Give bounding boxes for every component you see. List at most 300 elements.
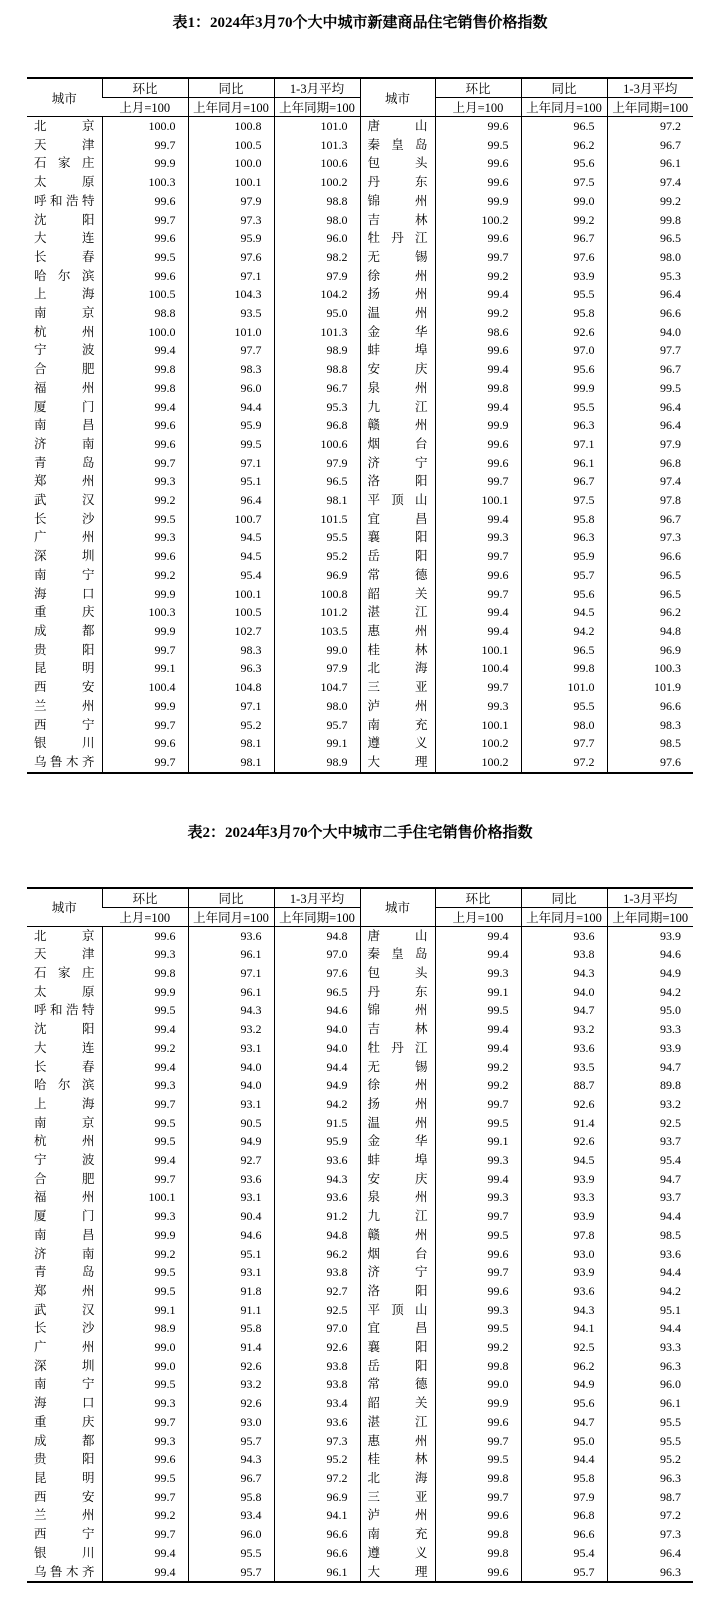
header-yoy-base: 上年同月=100 — [521, 98, 607, 117]
city-cell: 武汉 — [34, 493, 95, 508]
value-cell: 93.3 — [607, 1338, 693, 1357]
value-cell: 99.4 — [435, 398, 521, 417]
city-cell: 哈尔滨 — [34, 1078, 95, 1093]
value-cell: 104.7 — [274, 678, 360, 697]
value-cell: 96.4 — [188, 491, 274, 510]
value-cell: 90.4 — [188, 1207, 274, 1226]
value-cell: 99.4 — [435, 510, 521, 529]
value-cell: 99.0 — [274, 641, 360, 660]
city-cell: 海口 — [34, 1396, 95, 1411]
value-cell: 93.2 — [521, 1020, 607, 1039]
value-cell: 96.0 — [274, 229, 360, 248]
value-cell: 95.6 — [521, 585, 607, 604]
city-cell: 北海 — [360, 659, 435, 678]
value-cell: 95.0 — [274, 304, 360, 323]
city-cell: 济南 — [34, 436, 95, 451]
city-cell: 泸州 — [360, 1506, 435, 1525]
header-avg-base: 上年同期=100 — [607, 907, 693, 926]
value-cell: 99.0 — [102, 1338, 188, 1357]
value-cell: 94.7 — [521, 1413, 607, 1432]
value-cell: 97.0 — [274, 945, 360, 964]
value-cell: 94.0 — [607, 323, 693, 342]
value-cell: 92.6 — [521, 1095, 607, 1114]
city-cell: 锦州 — [360, 1001, 435, 1020]
city-cell: 唐山 — [360, 117, 435, 136]
value-cell: 94.5 — [521, 603, 607, 622]
value-cell: 94.0 — [188, 1058, 274, 1077]
value-cell: 98.3 — [188, 641, 274, 660]
value-cell: 98.6 — [435, 323, 521, 342]
city-cell: 蚌埠 — [360, 341, 435, 360]
value-cell: 96.5 — [607, 585, 693, 604]
value-cell: 93.9 — [607, 926, 693, 945]
city-cell: 常德 — [360, 1375, 435, 1394]
city-cell: 长春 — [34, 1059, 95, 1074]
city-cell: 洛阳 — [360, 472, 435, 491]
value-cell: 99.7 — [435, 585, 521, 604]
value-cell: 97.7 — [188, 341, 274, 360]
value-cell: 99.5 — [102, 1132, 188, 1151]
city-cell: 洛阳 — [360, 1282, 435, 1301]
value-cell: 99.3 — [102, 528, 188, 547]
city-cell: 广州 — [34, 1340, 95, 1355]
value-cell: 99.5 — [435, 136, 521, 155]
header-yoy: 同比 — [521, 888, 607, 908]
table-row — [27, 945, 693, 964]
value-cell: 91.5 — [274, 1114, 360, 1133]
table-row — [27, 304, 693, 323]
table-row — [27, 622, 693, 641]
city-cell: 南昌 — [34, 418, 95, 433]
value-cell: 89.8 — [607, 1076, 693, 1095]
city-cell: 银川 — [34, 736, 95, 751]
value-cell: 99.7 — [435, 1488, 521, 1507]
value-cell: 99.5 — [102, 248, 188, 267]
value-cell: 94.9 — [274, 1076, 360, 1095]
value-cell: 99.7 — [435, 472, 521, 491]
value-cell: 93.5 — [521, 1058, 607, 1077]
value-cell: 99.6 — [102, 547, 188, 566]
city-cell: 温州 — [360, 304, 435, 323]
city-cell: 济南 — [34, 1246, 95, 1261]
header-yoy: 同比 — [188, 888, 274, 908]
value-cell: 96.5 — [274, 472, 360, 491]
value-cell: 93.9 — [521, 1207, 607, 1226]
value-cell: 96.2 — [521, 136, 607, 155]
value-cell: 99.7 — [435, 547, 521, 566]
table1-body — [27, 117, 693, 773]
value-cell: 95.8 — [521, 510, 607, 529]
value-cell: 99.2 — [607, 192, 693, 211]
table-row — [27, 248, 693, 267]
value-cell: 93.6 — [274, 1151, 360, 1170]
value-cell: 97.7 — [521, 734, 607, 753]
value-cell: 97.4 — [607, 173, 693, 192]
city-cell: 沈阳 — [34, 212, 95, 227]
city-cell: 西安 — [34, 1489, 95, 1504]
table-row — [27, 528, 693, 547]
value-cell: 99.5 — [102, 1469, 188, 1488]
value-cell: 92.6 — [188, 1357, 274, 1376]
city-cell: 徐州 — [360, 1076, 435, 1095]
header-mom-base: 上月=100 — [102, 907, 188, 926]
value-cell: 96.2 — [274, 1245, 360, 1264]
value-cell: 99.3 — [102, 1076, 188, 1095]
value-cell: 94.9 — [607, 964, 693, 983]
table2-secondhand-housing-price-index — [27, 887, 693, 1584]
value-cell: 93.7 — [607, 1132, 693, 1151]
value-cell: 96.7 — [521, 472, 607, 491]
value-cell: 99.6 — [435, 435, 521, 454]
value-cell: 99.6 — [102, 267, 188, 286]
value-cell: 99.7 — [102, 1488, 188, 1507]
table-row — [27, 323, 693, 342]
value-cell: 96.3 — [521, 416, 607, 435]
city-cell: 呼和浩特 — [34, 1003, 95, 1018]
value-cell: 99.4 — [435, 285, 521, 304]
city-cell: 韶关 — [360, 585, 435, 604]
value-cell: 96.9 — [607, 641, 693, 660]
table-row — [27, 1506, 693, 1525]
value-cell: 99.4 — [102, 1058, 188, 1077]
value-cell: 93.8 — [521, 945, 607, 964]
value-cell: 95.5 — [188, 1544, 274, 1563]
value-cell: 102.7 — [188, 622, 274, 641]
city-cell: 长春 — [34, 249, 95, 264]
value-cell: 93.6 — [188, 1170, 274, 1189]
value-cell: 94.3 — [521, 1301, 607, 1320]
value-cell: 99.7 — [102, 1170, 188, 1189]
value-cell: 91.1 — [188, 1301, 274, 1320]
table-row — [27, 472, 693, 491]
value-cell: 93.4 — [274, 1394, 360, 1413]
value-cell: 94.4 — [274, 1058, 360, 1077]
city-cell: 赣州 — [360, 1226, 435, 1245]
city-cell: 杭州 — [34, 324, 95, 339]
value-cell: 99.5 — [102, 1263, 188, 1282]
value-cell: 97.5 — [521, 491, 607, 510]
value-cell: 99.4 — [435, 360, 521, 379]
value-cell: 96.3 — [607, 1563, 693, 1583]
value-cell: 99.6 — [435, 341, 521, 360]
city-cell: 深圳 — [34, 549, 95, 564]
city-cell: 大连 — [34, 231, 95, 246]
value-cell: 94.5 — [188, 528, 274, 547]
city-cell: 宜昌 — [360, 1319, 435, 1338]
city-cell: 上海 — [34, 287, 95, 302]
value-cell: 100.4 — [102, 678, 188, 697]
value-cell: 95.1 — [188, 1245, 274, 1264]
value-cell: 99.7 — [102, 211, 188, 230]
value-cell: 96.8 — [521, 1506, 607, 1525]
city-cell: 桂林 — [360, 641, 435, 660]
value-cell: 99.7 — [102, 1525, 188, 1544]
table-row — [27, 1319, 693, 1338]
value-cell: 99.8 — [435, 1525, 521, 1544]
city-cell: 重庆 — [34, 605, 95, 620]
value-cell: 99.5 — [435, 1319, 521, 1338]
value-cell: 95.7 — [521, 566, 607, 585]
city-cell: 重庆 — [34, 1414, 95, 1429]
table-row — [27, 1357, 693, 1376]
table2-title: 表2：2024年3月70个大中城市二手住宅销售价格指数 — [187, 824, 533, 841]
city-cell: 乌鲁木齐 — [34, 1564, 95, 1579]
city-cell: 九江 — [360, 1207, 435, 1226]
header-city: 城市 — [360, 78, 435, 117]
value-cell: 93.2 — [607, 1095, 693, 1114]
value-cell: 99.4 — [102, 1151, 188, 1170]
value-cell: 95.8 — [188, 1488, 274, 1507]
value-cell: 100.7 — [188, 510, 274, 529]
value-cell: 94.3 — [188, 1450, 274, 1469]
value-cell: 101.0 — [274, 117, 360, 136]
value-cell: 96.1 — [188, 983, 274, 1002]
city-cell: 平顶山 — [360, 1301, 435, 1320]
value-cell: 98.7 — [607, 1488, 693, 1507]
value-cell: 95.5 — [521, 285, 607, 304]
city-cell: 石家庄 — [34, 966, 95, 981]
city-cell: 湛江 — [360, 1413, 435, 1432]
value-cell: 92.5 — [607, 1114, 693, 1133]
table-row — [27, 603, 693, 622]
value-cell: 99.9 — [102, 1226, 188, 1245]
city-cell: 唐山 — [360, 926, 435, 945]
city-cell: 三亚 — [360, 678, 435, 697]
table-row — [27, 154, 693, 173]
value-cell: 99.7 — [435, 1095, 521, 1114]
value-cell: 99.8 — [102, 964, 188, 983]
value-cell: 99.4 — [435, 926, 521, 945]
value-cell: 99.6 — [435, 454, 521, 473]
value-cell: 104.3 — [188, 285, 274, 304]
value-cell: 99.3 — [435, 1188, 521, 1207]
value-cell: 92.5 — [274, 1301, 360, 1320]
value-cell: 100.1 — [188, 585, 274, 604]
city-cell: 福州 — [34, 1190, 95, 1205]
value-cell: 99.7 — [435, 1263, 521, 1282]
table-row — [27, 267, 693, 286]
value-cell: 99.4 — [435, 1020, 521, 1039]
table-row — [27, 964, 693, 983]
value-cell: 96.1 — [607, 1394, 693, 1413]
value-cell: 93.6 — [188, 926, 274, 945]
value-cell: 96.3 — [188, 659, 274, 678]
value-cell: 93.6 — [521, 1039, 607, 1058]
table-row — [27, 1114, 693, 1133]
table-row — [27, 716, 693, 735]
value-cell: 97.9 — [274, 659, 360, 678]
value-cell: 96.0 — [188, 379, 274, 398]
city-cell: 青岛 — [34, 1265, 95, 1280]
value-cell: 97.1 — [188, 267, 274, 286]
value-cell: 92.7 — [188, 1151, 274, 1170]
header-mom-base: 上月=100 — [102, 98, 188, 117]
value-cell: 96.9 — [274, 1488, 360, 1507]
value-cell: 100.2 — [435, 211, 521, 230]
value-cell: 97.2 — [274, 1469, 360, 1488]
value-cell: 95.2 — [274, 1450, 360, 1469]
city-cell: 合肥 — [34, 362, 95, 377]
value-cell: 99.8 — [435, 1357, 521, 1376]
city-cell: 南充 — [360, 716, 435, 735]
value-cell: 100.4 — [435, 659, 521, 678]
value-cell: 94.1 — [521, 1319, 607, 1338]
value-cell: 93.2 — [188, 1020, 274, 1039]
value-cell: 99.4 — [102, 1563, 188, 1583]
value-cell: 95.8 — [521, 1469, 607, 1488]
value-cell: 100.0 — [188, 154, 274, 173]
header-mom: 环比 — [102, 78, 188, 98]
city-cell: 宁波 — [34, 1153, 95, 1168]
value-cell: 99.7 — [102, 454, 188, 473]
value-cell: 98.8 — [274, 360, 360, 379]
city-cell: 郑州 — [34, 1283, 95, 1298]
value-cell: 95.1 — [188, 472, 274, 491]
city-cell: 九江 — [360, 398, 435, 417]
table-row — [27, 753, 693, 773]
city-cell: 沈阳 — [34, 1022, 95, 1037]
value-cell: 91.2 — [274, 1207, 360, 1226]
city-cell: 天津 — [34, 137, 95, 152]
table-row — [27, 398, 693, 417]
value-cell: 95.0 — [607, 1001, 693, 1020]
value-cell: 96.6 — [607, 697, 693, 716]
city-cell: 秦皇岛 — [360, 945, 435, 964]
city-cell: 西宁 — [34, 717, 95, 732]
value-cell: 99.7 — [435, 248, 521, 267]
value-cell: 98.3 — [607, 716, 693, 735]
value-cell: 96.7 — [521, 229, 607, 248]
value-cell: 95.4 — [521, 1544, 607, 1563]
value-cell: 94.8 — [274, 1226, 360, 1245]
value-cell: 94.0 — [274, 1039, 360, 1058]
value-cell: 92.6 — [521, 323, 607, 342]
value-cell: 100.1 — [102, 1188, 188, 1207]
value-cell: 94.0 — [521, 983, 607, 1002]
value-cell: 96.3 — [607, 1357, 693, 1376]
table-row — [27, 192, 693, 211]
value-cell: 99.0 — [102, 1357, 188, 1376]
header-mom: 环比 — [435, 888, 521, 908]
table-row — [27, 117, 693, 136]
table-row — [27, 983, 693, 1002]
city-cell: 成都 — [34, 1433, 95, 1448]
table-row — [27, 1394, 693, 1413]
value-cell: 99.6 — [435, 1563, 521, 1583]
value-cell: 99.7 — [435, 1432, 521, 1451]
value-cell: 94.2 — [607, 1282, 693, 1301]
value-cell: 93.5 — [188, 304, 274, 323]
city-cell: 牡丹江 — [360, 1039, 435, 1058]
value-cell: 96.4 — [607, 285, 693, 304]
value-cell: 95.6 — [521, 1394, 607, 1413]
value-cell: 99.0 — [435, 1375, 521, 1394]
value-cell: 99.5 — [102, 1375, 188, 1394]
table-row — [27, 1544, 693, 1563]
value-cell: 99.2 — [102, 1245, 188, 1264]
table-row — [27, 341, 693, 360]
value-cell: 101.3 — [274, 323, 360, 342]
value-cell: 98.3 — [188, 360, 274, 379]
value-cell: 99.2 — [102, 491, 188, 510]
value-cell: 95.7 — [188, 1563, 274, 1583]
value-cell: 97.7 — [607, 341, 693, 360]
city-cell: 扬州 — [360, 285, 435, 304]
value-cell: 99.5 — [435, 1450, 521, 1469]
value-cell: 96.7 — [607, 136, 693, 155]
value-cell: 99.6 — [435, 1413, 521, 1432]
value-cell: 96.0 — [188, 1525, 274, 1544]
value-cell: 95.5 — [607, 1413, 693, 1432]
value-cell: 97.9 — [607, 435, 693, 454]
value-cell: 93.1 — [188, 1039, 274, 1058]
value-cell: 101.9 — [607, 678, 693, 697]
value-cell: 95.0 — [521, 1432, 607, 1451]
city-cell: 贵阳 — [34, 642, 95, 657]
city-cell: 深圳 — [34, 1358, 95, 1373]
value-cell: 99.9 — [435, 1394, 521, 1413]
value-cell: 99.8 — [435, 1469, 521, 1488]
city-cell: 上海 — [34, 1096, 95, 1111]
value-cell: 98.5 — [607, 1226, 693, 1245]
city-cell: 桂林 — [360, 1450, 435, 1469]
city-cell: 秦皇岛 — [360, 136, 435, 155]
value-cell: 99.5 — [607, 379, 693, 398]
value-cell: 100.2 — [274, 173, 360, 192]
value-cell: 104.8 — [188, 678, 274, 697]
value-cell: 95.2 — [188, 716, 274, 735]
value-cell: 99.5 — [435, 1114, 521, 1133]
value-cell: 96.2 — [607, 603, 693, 622]
value-cell: 97.2 — [521, 753, 607, 773]
table-row — [27, 1020, 693, 1039]
value-cell: 99.4 — [102, 398, 188, 417]
value-cell: 94.4 — [188, 398, 274, 417]
table-row — [27, 416, 693, 435]
value-cell: 95.7 — [521, 1563, 607, 1583]
table-row — [27, 1151, 693, 1170]
value-cell: 93.8 — [274, 1263, 360, 1282]
city-cell: 哈尔滨 — [34, 268, 95, 283]
value-cell: 95.3 — [274, 398, 360, 417]
value-cell: 96.6 — [521, 1525, 607, 1544]
value-cell: 98.8 — [274, 192, 360, 211]
value-cell: 98.1 — [274, 491, 360, 510]
value-cell: 97.9 — [188, 192, 274, 211]
value-cell: 100.3 — [102, 173, 188, 192]
city-cell: 烟台 — [360, 1245, 435, 1264]
city-cell: 厦门 — [34, 1209, 95, 1224]
value-cell: 90.5 — [188, 1114, 274, 1133]
header-mom-base: 上月=100 — [435, 907, 521, 926]
value-cell: 94.9 — [521, 1375, 607, 1394]
city-cell: 锦州 — [360, 192, 435, 211]
value-cell: 96.2 — [521, 1357, 607, 1376]
value-cell: 99.3 — [435, 697, 521, 716]
city-cell: 长沙 — [34, 1321, 95, 1336]
value-cell: 97.6 — [188, 248, 274, 267]
value-cell: 99.3 — [102, 945, 188, 964]
value-cell: 96.6 — [607, 304, 693, 323]
table-row — [27, 454, 693, 473]
value-cell: 96.1 — [521, 454, 607, 473]
value-cell: 97.6 — [274, 964, 360, 983]
value-cell: 97.4 — [607, 472, 693, 491]
value-cell: 94.8 — [274, 926, 360, 945]
value-cell: 99.2 — [435, 1338, 521, 1357]
header-avg: 1-3月平均 — [607, 888, 693, 908]
value-cell: 96.4 — [607, 1544, 693, 1563]
